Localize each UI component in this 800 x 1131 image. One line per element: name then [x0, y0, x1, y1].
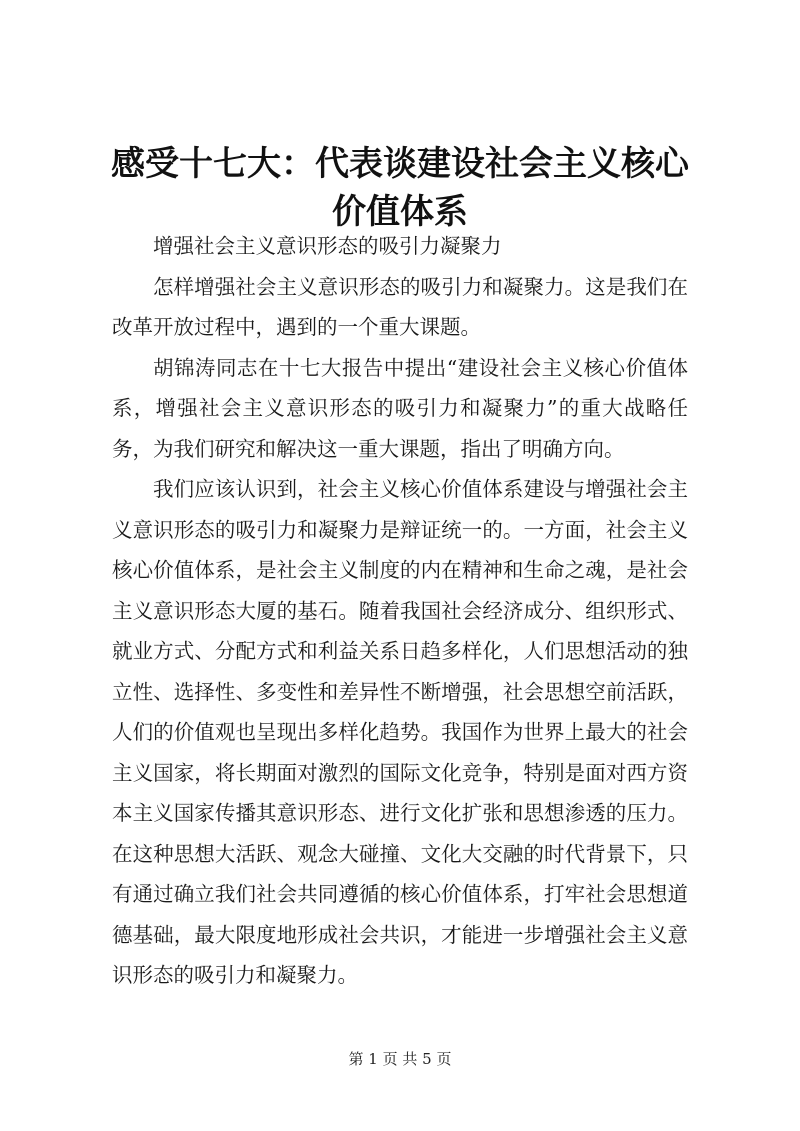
page-number-footer: 第 1 页 共 5 页: [348, 1050, 452, 1068]
body-paragraph: 我们应该认识到，社会主义核心价值体系建设与增强社会主义意识形态的吸引力和凝聚力是辩证统一的。一方面，社会主义核心价值体系，是社会主义制度的内在精神和生命之魂，是社会主义意识形态大厦的基石。随着我国社会经济成分、组织形式、就业方式、分配方式和利益关系日趋多样化，人们思想活动的独立性、选择性、多变性和差异性不断增强，社会思想空前活跃，人们的价值观也呈现出多样化趋势。我国作为世界上最大的社会主义国家，将长期面对激烈的国际文化竞争，特别是面对西方资本主义国家传播其意识形态、进行文化扩张和思想渗透的压力。在这种思想大活跃、观念大碰撞、文化大交融的时代背景下，只有通过确立我们社会共同遵循的核心价值体系，打牢社会思想道德基础，最大限度地形成社会共识，才能进一步增强社会主义意识形态的吸引力和凝聚力。: [112, 477, 688, 987]
subheading-paragraph: 增强社会主义意识形态的吸引力凝聚力: [153, 234, 502, 258]
body-paragraph: 胡锦涛同志在十七大报告中提出“建设社会主义核心价值体系，增强社会主义意识形态的吸引力和凝聚力”的重大战略任务，为我们研究和解决这一重大课题，指出了明确方向。: [112, 355, 688, 461]
document-body: [112, 226, 688, 996]
body-paragraph: 怎样增强社会主义意识形态的吸引力和凝聚力。这是我们在改革开放过程中，遇到的一个重大课题。: [112, 274, 688, 339]
document-title: 感受十七大：代表谈建设社会主义核心价值体系: [111, 144, 689, 232]
